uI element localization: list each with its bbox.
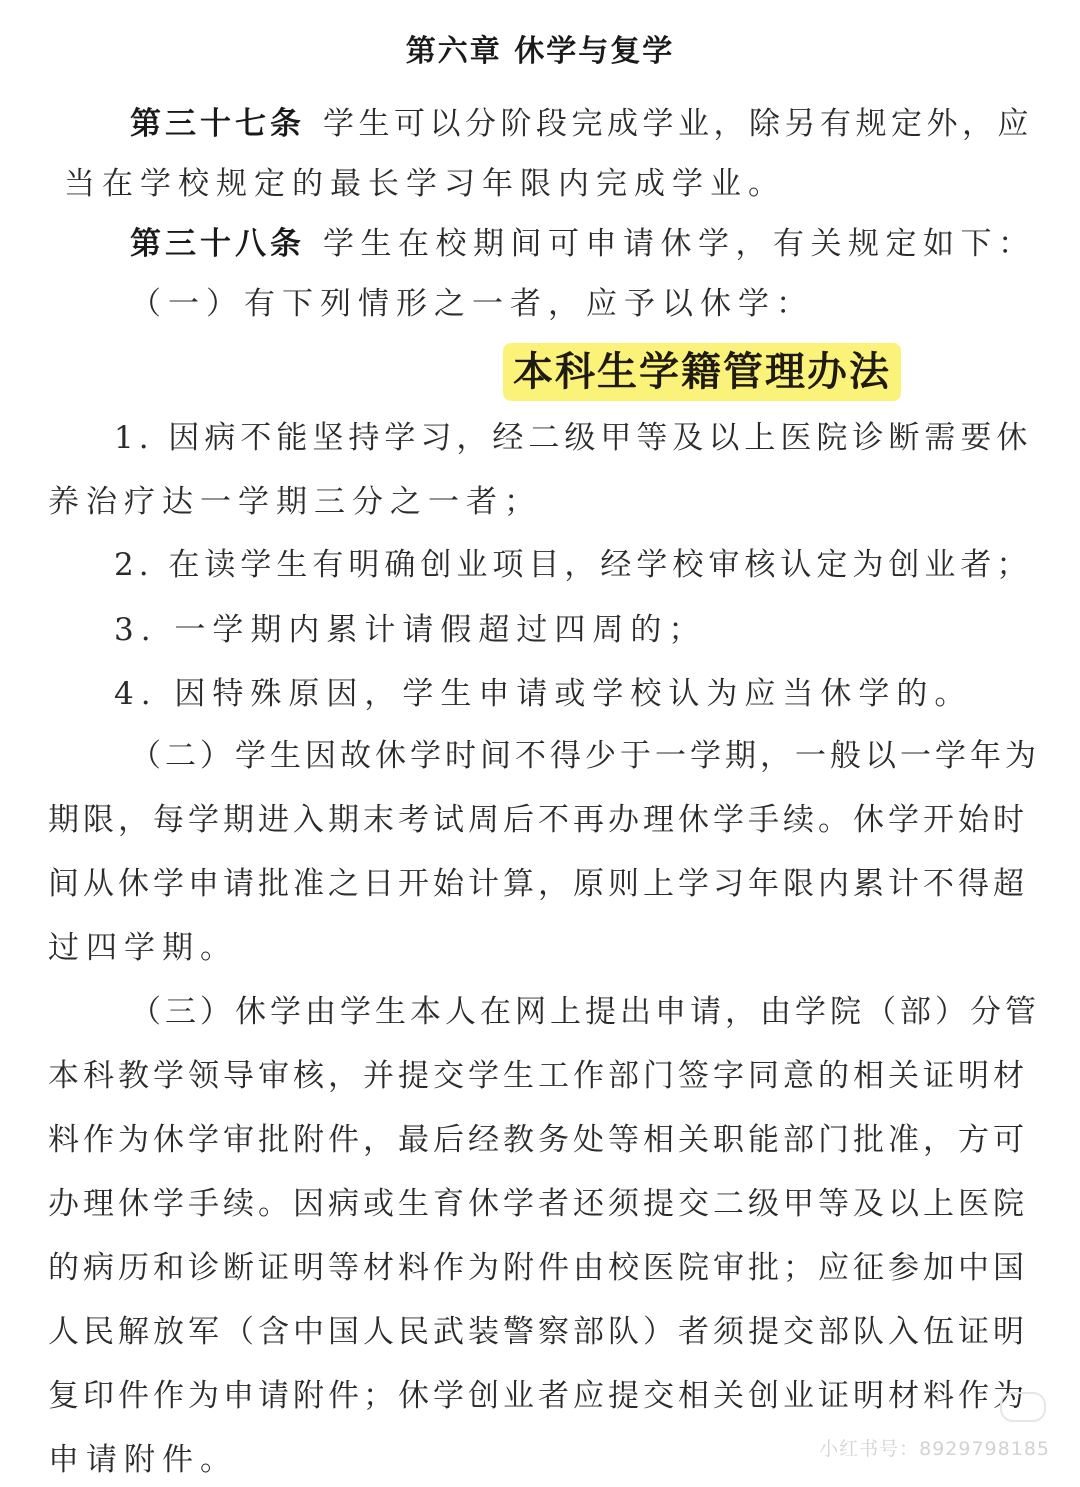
article-37-line-1 xyxy=(130,104,1033,144)
sub-3-line-1: （三）休学由学生本人在网上提出申请，由学院（部）分管 xyxy=(130,994,1040,1030)
sub-2-line-1: （二）学生因故休学时间不得少于一学期，一般以一学年为 xyxy=(130,738,1040,774)
article-38-sub-1: （一）有下列情形之一者，应予以休学： xyxy=(130,286,814,322)
article-37-line-2: 当在学校规定的最长学习年限内完成学业。 xyxy=(64,166,786,202)
item-3: 3. 一学期内累计请假超过四周的； xyxy=(114,612,707,648)
item-2: 2. 在读学生有明确创业项目，经学校审核认定为创业者； xyxy=(114,547,1033,583)
sub-3-line-2: 本科教学领导审核，并提交学生工作部门签字同意的相关证明材 xyxy=(48,1058,1028,1094)
article-38-label: 第三十八条 xyxy=(130,226,305,262)
sub-2-line-3: 间从休学申请批准之日开始计算，原则上学习年限内累计不得超 xyxy=(48,866,1028,902)
watermark-logo-icon xyxy=(1000,1392,1046,1422)
sub-2-line-4: 过四学期。 xyxy=(48,930,238,966)
sub-3-line-8: 申请附件。 xyxy=(48,1442,238,1478)
sub-3-line-6: 人民解放军（含中国人民武装警察部队）者须提交部队入伍证明 xyxy=(48,1314,1028,1350)
sub-3-line-5: 的病历和诊断证明等材料作为附件由校医院审批；应征参加中国 xyxy=(48,1250,1028,1286)
article-37-text-1: 学生可以分阶段完成学业，除另有规定外，应 xyxy=(323,106,1033,142)
item-4: 4. 因特殊原因，学生申请或学校认为应当休学的。 xyxy=(114,676,973,712)
item-1-line-1: 1. 因病不能坚持学习，经二级甲等及以上医院诊断需要休 xyxy=(114,420,1033,456)
sub-2-line-2: 期限，每学期进入期末考试周后不再办理休学手续。休学开始时 xyxy=(48,802,1028,838)
article-37-label: 第三十七条 xyxy=(130,106,305,142)
chapter-title: 第六章 休学与复学 xyxy=(405,34,675,69)
sub-3-line-4: 办理休学手续。因病或生育休学者还须提交二级甲等及以上医院 xyxy=(48,1186,1028,1222)
sub-3-line-3: 料作为休学审批附件，最后经教务处等相关职能部门批准，方可 xyxy=(48,1122,1028,1158)
article-38-line-1 xyxy=(130,224,1036,264)
watermark-text: 小红书号：8929798185 xyxy=(819,1438,1050,1460)
item-1-line-2: 养治疗达一学期三分之一者； xyxy=(48,484,542,520)
highlight-label: 本科生学籍管理办法 xyxy=(503,343,901,401)
sub-3-line-7: 复印件作为申请附件；休学创业者应提交相关创业证明材料作为 xyxy=(48,1378,1028,1414)
article-38-text-1: 学生在校期间可申请休学，有关规定如下： xyxy=(323,226,1036,262)
